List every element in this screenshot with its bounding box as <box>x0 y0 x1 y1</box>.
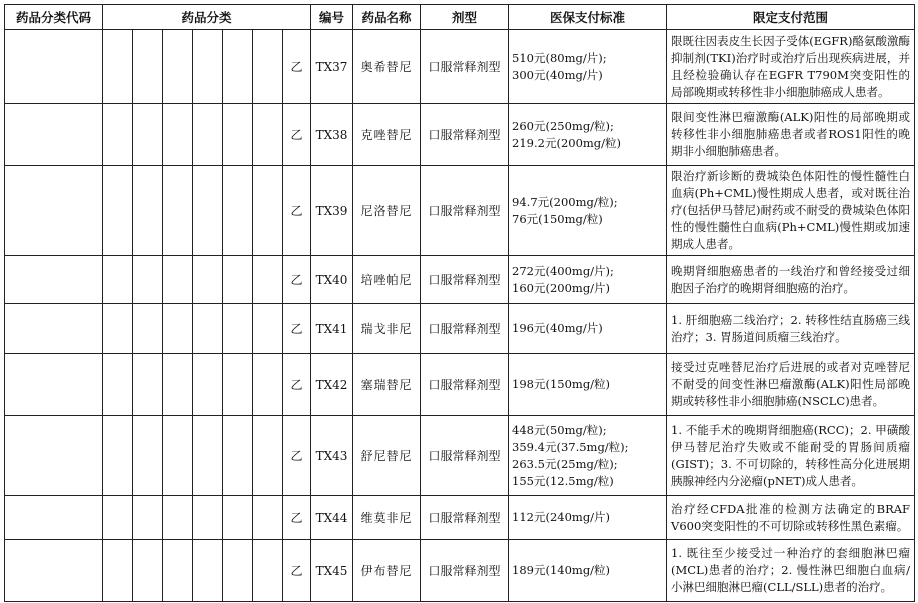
code-cell: TX45 <box>311 540 353 602</box>
class-subcell <box>103 540 133 602</box>
payment-standard-line: 160元(200mg/片) <box>512 280 611 295</box>
class-subcell <box>223 166 253 256</box>
drug-reimbursement-table <box>4 4 915 602</box>
class-subcell <box>223 496 253 540</box>
class-subcell <box>253 540 283 602</box>
category-cell: 乙 <box>283 256 311 304</box>
table-row <box>5 496 915 540</box>
table-body <box>5 30 915 602</box>
class-subcell <box>103 496 133 540</box>
payment-scope-cell: 限治疗新诊断的费城染色体阳性的慢性髓性白血病(Ph+CML)慢性期成人患者，或对既往治疗(包括伊马替尼)耐药或不耐受的费城染色体阳性的慢性髓性白血病(Ph+CML)慢性期或加速期成人患者。 <box>667 166 915 256</box>
payment-scope-cell: 1. 既往至少接受过一种治疗的套细胞淋巴瘤(MCL)患者的治疗；2. 慢性淋巴细胞白血病/小淋巴细胞淋巴瘤(CLL/SLL)患者的治疗。 <box>667 540 915 602</box>
class-subcell <box>193 540 223 602</box>
drug-name-cell: 塞瑞替尼 <box>353 354 421 416</box>
code-cell: TX40 <box>311 256 353 304</box>
drug-name-cell: 奥希替尼 <box>353 30 421 104</box>
class-code-cell <box>5 416 103 496</box>
payment-standard-cell <box>509 304 667 354</box>
class-subcell <box>223 30 253 104</box>
class-subcell <box>223 354 253 416</box>
class-subcell <box>163 166 193 256</box>
dosage-form-cell: 口服常释剂型 <box>421 256 509 304</box>
class-subcell <box>103 166 133 256</box>
class-subcell <box>193 256 223 304</box>
table-row <box>5 104 915 166</box>
drug-name-cell: 伊布替尼 <box>353 540 421 602</box>
header-code: 编号 <box>311 5 353 30</box>
header-name: 药品名称 <box>353 5 421 30</box>
table-row <box>5 304 915 354</box>
class-subcell <box>163 354 193 416</box>
class-subcell <box>253 304 283 354</box>
class-subcell <box>103 416 133 496</box>
category-cell: 乙 <box>283 496 311 540</box>
code-cell: TX41 <box>311 304 353 354</box>
class-subcell <box>223 304 253 354</box>
class-subcell <box>133 30 163 104</box>
table-row <box>5 30 915 104</box>
class-subcell <box>133 166 163 256</box>
class-subcell <box>193 30 223 104</box>
class-subcell <box>223 416 253 496</box>
payment-scope-cell: 治疗经CFDA批准的检测方法确定的BRAF V600突变阳性的不可切除或转移性黑色素瘤。 <box>667 496 915 540</box>
payment-standard-line: 510元(80mg/片); <box>512 50 607 65</box>
class-code-cell <box>5 496 103 540</box>
payment-standard-cell <box>509 30 667 104</box>
payment-standard-cell <box>509 166 667 256</box>
class-code-cell <box>5 104 103 166</box>
dosage-form-cell: 口服常释剂型 <box>421 304 509 354</box>
payment-standard-cell <box>509 256 667 304</box>
dosage-form-cell: 口服常释剂型 <box>421 540 509 602</box>
drug-name-cell: 舒尼替尼 <box>353 416 421 496</box>
class-subcell <box>133 496 163 540</box>
dosage-form-cell: 口服常释剂型 <box>421 496 509 540</box>
code-cell: TX38 <box>311 104 353 166</box>
category-cell: 乙 <box>283 104 311 166</box>
payment-scope-cell: 接受过克唑替尼治疗后进展的或者对克唑替尼不耐受的间变性淋巴瘤激酶(ALK)阳性局部晚期或转移性非小细胞肺癌(NSCLC)患者。 <box>667 354 915 416</box>
class-subcell <box>133 256 163 304</box>
class-subcell <box>223 540 253 602</box>
table-row <box>5 540 915 602</box>
category-cell: 乙 <box>283 416 311 496</box>
code-cell: TX42 <box>311 354 353 416</box>
drug-name-cell: 克唑替尼 <box>353 104 421 166</box>
payment-standard-line: 94.7元(200mg/粒); <box>512 194 618 209</box>
class-subcell <box>133 104 163 166</box>
payment-standard-cell <box>509 540 667 602</box>
payment-standard-line: 189元(140mg/粒) <box>512 563 611 577</box>
drug-name-cell: 维莫非尼 <box>353 496 421 540</box>
code-cell: TX44 <box>311 496 353 540</box>
payment-standard-cell <box>509 104 667 166</box>
category-cell: 乙 <box>283 540 311 602</box>
class-subcell <box>253 354 283 416</box>
header-scope: 限定支付范围 <box>667 5 915 30</box>
payment-scope-cell: 1. 不能手术的晚期肾细胞癌(RCC)；2. 甲磺酸伊马替尼治疗失败或不能耐受的胃肠间质瘤(GIST)；3. 不可切除的，转移性高分化进展期胰腺神经内分泌瘤(pNET)成人患者。 <box>667 416 915 496</box>
class-subcell <box>163 416 193 496</box>
class-code-cell <box>5 166 103 256</box>
class-subcell <box>223 104 253 166</box>
class-code-cell <box>5 540 103 602</box>
class-subcell <box>163 104 193 166</box>
header-class: 药品分类 <box>103 5 311 30</box>
category-cell: 乙 <box>283 30 311 104</box>
code-cell: TX43 <box>311 416 353 496</box>
table-row <box>5 354 915 416</box>
category-cell: 乙 <box>283 166 311 256</box>
payment-standard-cell <box>509 416 667 496</box>
payment-standard-line: 198元(150mg/粒) <box>512 377 611 391</box>
class-subcell <box>253 496 283 540</box>
category-cell: 乙 <box>283 354 311 416</box>
class-code-cell <box>5 30 103 104</box>
header-row <box>5 5 915 30</box>
dosage-form-cell: 口服常释剂型 <box>421 416 509 496</box>
class-subcell <box>133 416 163 496</box>
payment-standard-cell <box>509 496 667 540</box>
class-subcell <box>253 416 283 496</box>
payment-standard-line: 155元(12.5mg/粒) <box>512 473 614 488</box>
class-subcell <box>193 416 223 496</box>
payment-standard-line: 112元(240mg/片) <box>512 510 611 524</box>
code-cell: TX39 <box>311 166 353 256</box>
class-subcell <box>103 256 133 304</box>
dosage-form-cell: 口服常释剂型 <box>421 30 509 104</box>
class-subcell <box>103 354 133 416</box>
class-subcell <box>103 304 133 354</box>
payment-standard-line: 300元(40mg/片) <box>512 67 603 82</box>
class-subcell <box>253 166 283 256</box>
payment-standard-line: 260元(250mg/粒); <box>512 118 614 133</box>
code-cell: TX37 <box>311 30 353 104</box>
header-class-code: 药品分类代码 <box>5 5 103 30</box>
class-subcell <box>193 104 223 166</box>
payment-scope-cell: 晚期肾细胞癌患者的一线治疗和曾经接受过细胞因子治疗的晚期肾细胞癌的治疗。 <box>667 256 915 304</box>
payment-scope-cell: 限既往因表皮生长因子受体(EGFR)酪氨酸激酶抑制剂(TKI)治疗时或治疗后出现疾病进展，并且经检验确认存在EGFR T790M突变阳性的局部晚期或转移性非小细胞肺癌成人患者。 <box>667 30 915 104</box>
header-form: 剂型 <box>421 5 509 30</box>
class-subcell <box>253 104 283 166</box>
drug-name-cell: 培唑帕尼 <box>353 256 421 304</box>
class-subcell <box>163 540 193 602</box>
class-subcell <box>103 104 133 166</box>
table-row <box>5 166 915 256</box>
payment-standard-cell <box>509 354 667 416</box>
class-subcell <box>163 304 193 354</box>
class-subcell <box>103 30 133 104</box>
table-row <box>5 256 915 304</box>
class-subcell <box>223 256 253 304</box>
class-subcell <box>193 496 223 540</box>
class-subcell <box>133 304 163 354</box>
payment-scope-cell: 限间变性淋巴瘤激酶(ALK)阳性的局部晚期或转移性非小细胞肺癌患者或者ROS1阳性的晚期非小细胞肺癌患者。 <box>667 104 915 166</box>
class-subcell <box>133 354 163 416</box>
class-subcell <box>253 30 283 104</box>
payment-standard-line: 219.2元(200mg/粒) <box>512 135 622 150</box>
class-subcell <box>253 256 283 304</box>
category-cell: 乙 <box>283 304 311 354</box>
document-page <box>4 4 915 602</box>
class-subcell <box>193 304 223 354</box>
payment-standard-line: 76元(150mg/粒) <box>512 211 603 226</box>
class-subcell <box>163 496 193 540</box>
class-subcell <box>193 166 223 256</box>
class-subcell <box>193 354 223 416</box>
payment-standard-line: 263.5元(25mg/粒); <box>512 456 618 471</box>
dosage-form-cell: 口服常释剂型 <box>421 104 509 166</box>
payment-standard-line: 196元(40mg/片) <box>512 321 603 335</box>
table-row <box>5 416 915 496</box>
class-code-cell <box>5 256 103 304</box>
payment-standard-line: 359.4元(37.5mg/粒); <box>512 439 629 454</box>
dosage-form-cell: 口服常释剂型 <box>421 354 509 416</box>
class-subcell <box>163 30 193 104</box>
payment-scope-cell: 1. 肝细胞癌二线治疗；2. 转移性结直肠癌三线治疗；3. 胃肠道间质瘤三线治疗。 <box>667 304 915 354</box>
payment-standard-line: 448元(50mg/粒); <box>512 422 607 437</box>
drug-name-cell: 尼洛替尼 <box>353 166 421 256</box>
class-subcell <box>163 256 193 304</box>
drug-name-cell: 瑞戈非尼 <box>353 304 421 354</box>
payment-standard-line: 272元(400mg/片); <box>512 263 614 278</box>
class-code-cell <box>5 304 103 354</box>
header-standard: 医保支付标准 <box>509 5 667 30</box>
dosage-form-cell: 口服常释剂型 <box>421 166 509 256</box>
class-code-cell <box>5 354 103 416</box>
class-subcell <box>133 540 163 602</box>
